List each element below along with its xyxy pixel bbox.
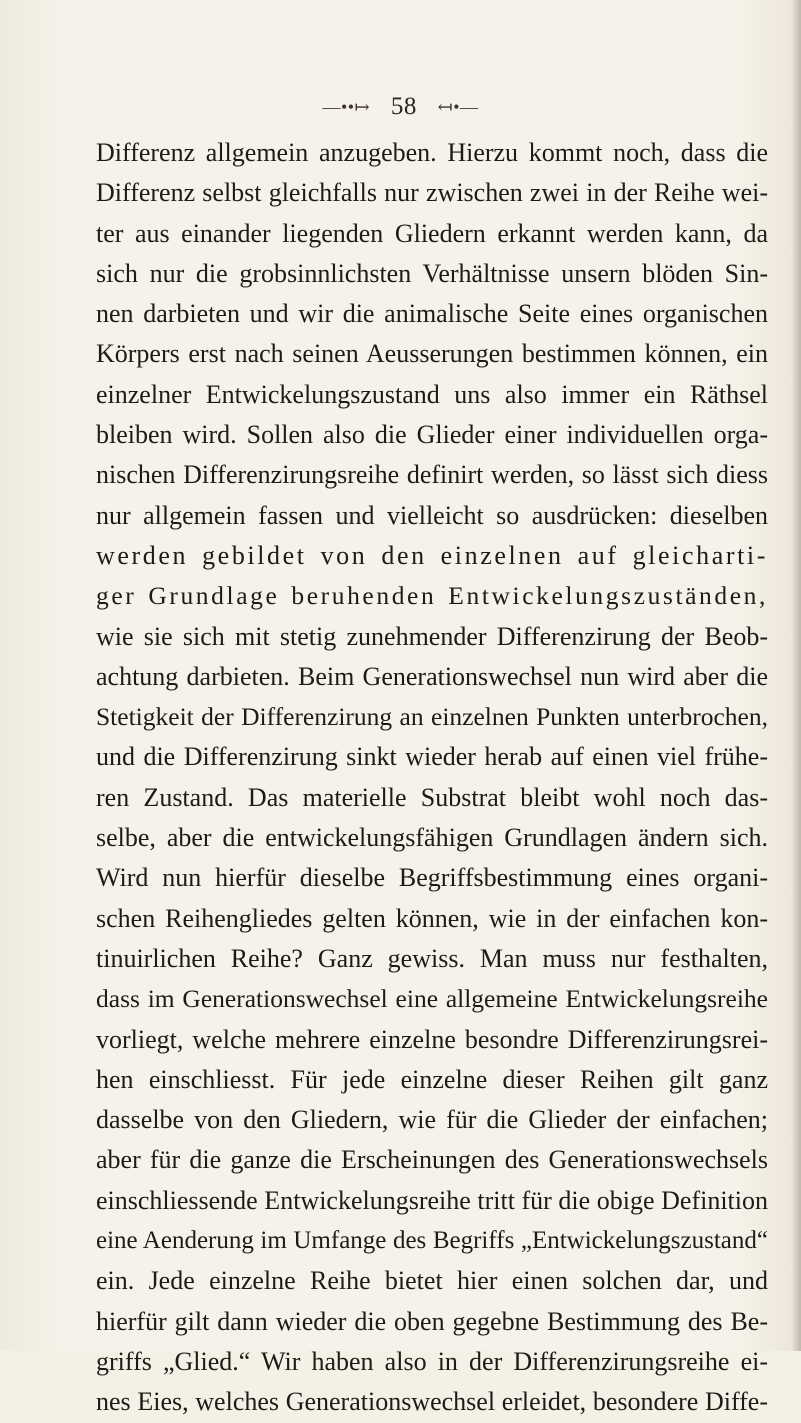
page-edge-shadow — [791, 0, 801, 1351]
text-line: griffs „Glied.“ Wir haben also in der Differenzirungsreihe ei- — [96, 1346, 768, 1376]
text-line: Körpers erst nach seinen Aeusserungen bestimmen können, ein — [96, 339, 768, 369]
text-line: Differenz selbst gleichfalls nur zwischen zwei in der Reihe wei- — [96, 178, 768, 208]
text-line: einschliessende Entwickelungsreihe tritt für die obige Definition — [96, 1185, 768, 1215]
text-line: nischen Differenzirungsreihe definirt werden, so lässt sich diess — [96, 460, 768, 490]
left-ornament: —••↦ — [322, 96, 371, 117]
text-line: dass im Generationswechsel eine allgemeine Entwickelungsreihe — [96, 984, 768, 1014]
text-line-emphasis: werden gebildet von den einzelnen auf gleicharti- — [96, 540, 768, 570]
text-line: ein. Jede einzelne Reihe bietet hier einen solchen dar, und — [96, 1266, 768, 1296]
text-line-emphasis: ger Grundlage beruhenden Entwickelungszuständen, — [96, 581, 768, 611]
text-line: Differenz allgemein anzugeben. Hierzu kommt noch, dass die — [96, 138, 768, 167]
text-line: eine Aenderung im Umfange des Begriffs „Entwickelungszustand“ — [96, 1227, 768, 1255]
text-line: Stetigkeit der Differenzirung an einzelnen Punkten unterbrochen, — [96, 702, 768, 732]
text-line: sich nur die grobsinnlichsten Verhältnisse unsern blöden Sin- — [96, 258, 768, 288]
text-line: nen darbieten und wir die animalische Seite eines organischen — [96, 299, 768, 329]
text-line: nes Eies, welches Generationswechsel erleidet, besondere Diffe- — [96, 1387, 768, 1417]
text-line: hierfür gilt dann wieder die oben gegebne Bestimmung des Be- — [96, 1306, 768, 1336]
text-line: Wird nun hierfür dieselbe Begriffsbestimmung eines organi- — [96, 863, 768, 893]
text-line: aber für die ganze die Erscheinungen des Generationswechsels — [96, 1145, 768, 1175]
text-line: achtung darbieten. Beim Generationswechsel nun wird aber die — [96, 661, 768, 691]
text-line: einzelner Entwickelungszustand uns also immer ein Räthsel — [96, 379, 768, 409]
text-line: selbe, aber die entwickelungsfähigen Grundlagen ändern sich. — [96, 823, 768, 853]
text-line: tinuirlichen Reihe? Ganz gewiss. Man muss nur festhalten, — [96, 943, 768, 973]
text-line: wie sie sich mit stetig zunehmender Differenzirung der Beob- — [96, 621, 768, 651]
text-line: vorliegt, welche mehrere einzelne besondre Differenzirungsrei- — [96, 1024, 768, 1054]
page-header — [0, 92, 801, 121]
text-line: schen Reihengliedes gelten können, wie in der einfachen kon- — [96, 903, 768, 933]
body-text — [96, 133, 768, 1423]
right-ornament: ↤•— — [437, 96, 479, 117]
text-line: hen einschliesst. Für jede einzelne dieser Reihen gilt ganz — [96, 1064, 768, 1094]
text-line: ren Zustand. Das materielle Substrat bleibt wohl noch das- — [96, 782, 768, 812]
text-line: nur allgemein fassen und vielleicht so ausdrücken: dieselben — [96, 500, 768, 530]
page-number: 58 — [390, 93, 417, 121]
text-line: und die Differenzirung sinkt wieder herab auf einen viel frühe- — [96, 742, 768, 772]
text-line: dasselbe von den Gliedern, wie für die Glieder der einfachen; — [96, 1105, 768, 1135]
text-line: ter aus einander liegenden Gliedern erkannt werden kann, da — [96, 218, 768, 248]
text-line: bleiben wird. Sollen also die Glieder einer individuellen orga- — [96, 420, 768, 450]
